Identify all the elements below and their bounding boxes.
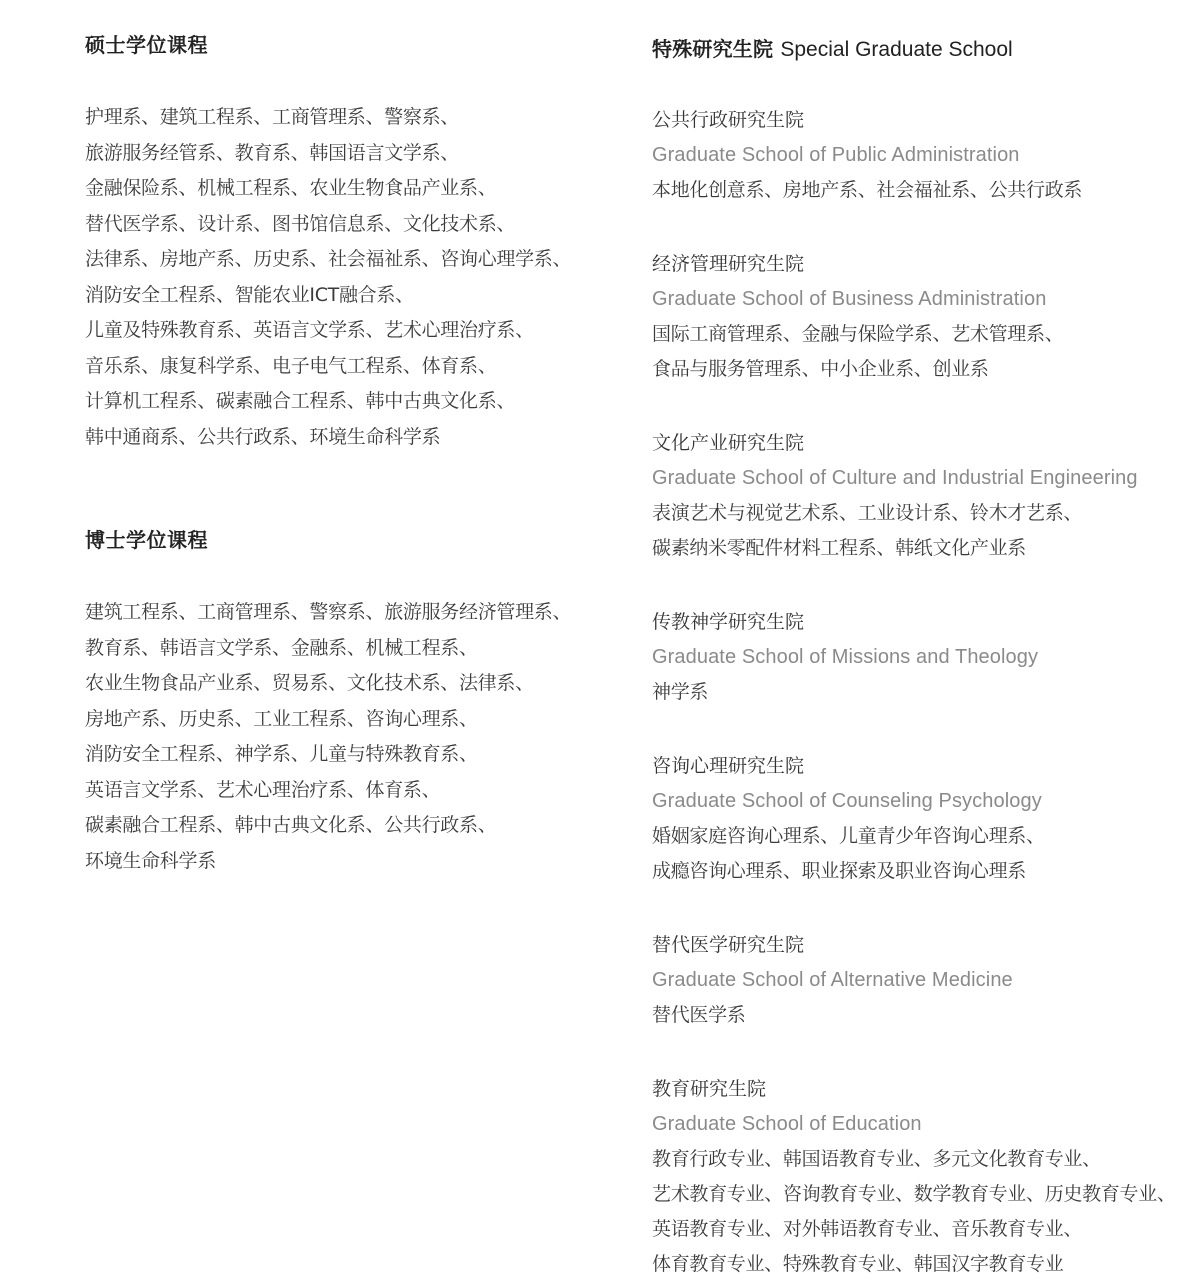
doctor-degree-list [85, 595, 625, 879]
school-name-en: Graduate School of Education [652, 1113, 922, 1135]
school-business-administration [652, 247, 1192, 387]
school-name-zh: 咨询心理研究生院 [652, 755, 805, 777]
school-departments: 国际工商管理系、金融与保险学系、艺术管理系、 [652, 323, 1064, 345]
school-name-zh: 传教神学研究生院 [652, 611, 805, 633]
master-line: 儿童及特殊教育系、英语言文学系、艺术心理治疗系、 [85, 319, 534, 341]
school-departments: 艺术教育专业、咨询教育专业、数学教育专业、历史教育专业、 [652, 1183, 1176, 1205]
school-name-zh: 公共行政研究生院 [652, 109, 805, 131]
school-name-zh: 经济管理研究生院 [652, 253, 805, 275]
doctor-line: 建筑工程系、工商管理系、警察系、旅游服务经济管理系、 [85, 601, 572, 623]
school-departments: 食品与服务管理系、中小企业系、创业系 [652, 358, 989, 380]
special-graduate-title-zh: 特殊研究生院 [652, 37, 774, 61]
school-name-zh: 替代医学研究生院 [652, 934, 805, 956]
master-line: 护理系、建筑工程系、工商管理系、警察系、 [85, 106, 460, 128]
school-departments: 英语教育专业、对外韩语教育专业、音乐教育专业、 [652, 1218, 1083, 1240]
master-line: 韩中通商系、公共行政系、环境生命科学系 [85, 425, 441, 448]
school-departments: 替代医学系 [652, 1004, 746, 1026]
doctor-line: 房地产系、历史系、工业工程系、咨询心理系、 [85, 707, 478, 730]
master-line: 音乐系、康复科学系、电子电气工程系、体育系、 [85, 354, 497, 377]
school-departments: 体育教育专业、特殊教育专业、韩国汉字教育专业 [652, 1253, 1064, 1275]
school-name-en: Graduate School of Counseling Psychology [652, 790, 1042, 812]
doctor-line: 英语言文学系、艺术心理治疗系、体育系、 [85, 778, 441, 801]
doctor-line: 环境生命科学系 [85, 849, 216, 872]
school-departments: 碳素纳米零配件材料工程系、韩纸文化产业系 [652, 537, 1027, 559]
school-departments: 表演艺术与视觉艺术系、工业设计系、铃木才艺系、 [652, 502, 1083, 524]
school-departments: 婚姻家庭咨询心理系、儿童青少年咨询心理系、 [652, 825, 1045, 847]
school-name-en: Graduate School of Culture and Industrial Engineering [652, 467, 1138, 489]
school-culture-industrial [652, 426, 1192, 566]
school-departments: 神学系 [652, 681, 709, 703]
school-public-administration [652, 103, 1192, 208]
master-line: 计算机工程系、碳素融合工程系、韩中古典文化系、 [85, 390, 516, 412]
master-line: 旅游服务经管系、教育系、韩国语言文学系、 [85, 141, 460, 164]
doctor-line: 教育系、韩语言文学系、金融系、机械工程系、 [85, 636, 478, 659]
school-education [652, 1072, 1192, 1282]
school-name-en: Graduate School of Public Administration [652, 144, 1020, 166]
doctor-line: 碳素融合工程系、韩中古典文化系、公共行政系、 [85, 814, 497, 836]
school-list [652, 103, 1192, 1282]
master-degree-list [85, 100, 625, 455]
doctor-degree-title: 博士学位课程 [85, 528, 208, 552]
master-line: 消防安全工程系、智能农业ICT融合系、 [85, 283, 414, 306]
school-departments: 本地化创意系、房地产系、社会福祉系、公共行政系 [652, 179, 1083, 201]
school-missions-theology [652, 605, 1192, 710]
school-name-en: Graduate School of Business Administration [652, 288, 1047, 310]
school-departments: 教育行政专业、韩国语教育专业、多元文化教育专业、 [652, 1148, 1101, 1170]
master-line: 法律系、房地产系、历史系、社会福祉系、咨询心理学系、 [85, 248, 572, 270]
school-name-zh: 文化产业研究生院 [652, 432, 805, 454]
master-line: 金融保险系、机械工程系、农业生物食品产业系、 [85, 177, 497, 199]
school-name-en: Graduate School of Alternative Medicine [652, 969, 1013, 991]
master-degree-title: 硕士学位课程 [85, 33, 208, 57]
school-name-en: Graduate School of Missions and Theology [652, 646, 1039, 668]
school-name-zh: 教育研究生院 [652, 1078, 767, 1100]
school-counseling-psychology [652, 749, 1192, 889]
doctor-line: 消防安全工程系、神学系、儿童与特殊教育系、 [85, 743, 478, 765]
school-alternative-medicine [652, 928, 1192, 1033]
doctor-line: 农业生物食品产业系、贸易系、文化技术系、法律系、 [85, 672, 534, 694]
left-column [85, 30, 625, 879]
right-column [652, 34, 1192, 1282]
master-line: 替代医学系、设计系、图书馆信息系、文化技术系、 [85, 212, 516, 235]
special-graduate-title-en: Special Graduate School [780, 38, 1013, 61]
special-graduate-title [652, 34, 1192, 64]
school-departments: 成瘾咨询心理系、职业探索及职业咨询心理系 [652, 860, 1027, 882]
